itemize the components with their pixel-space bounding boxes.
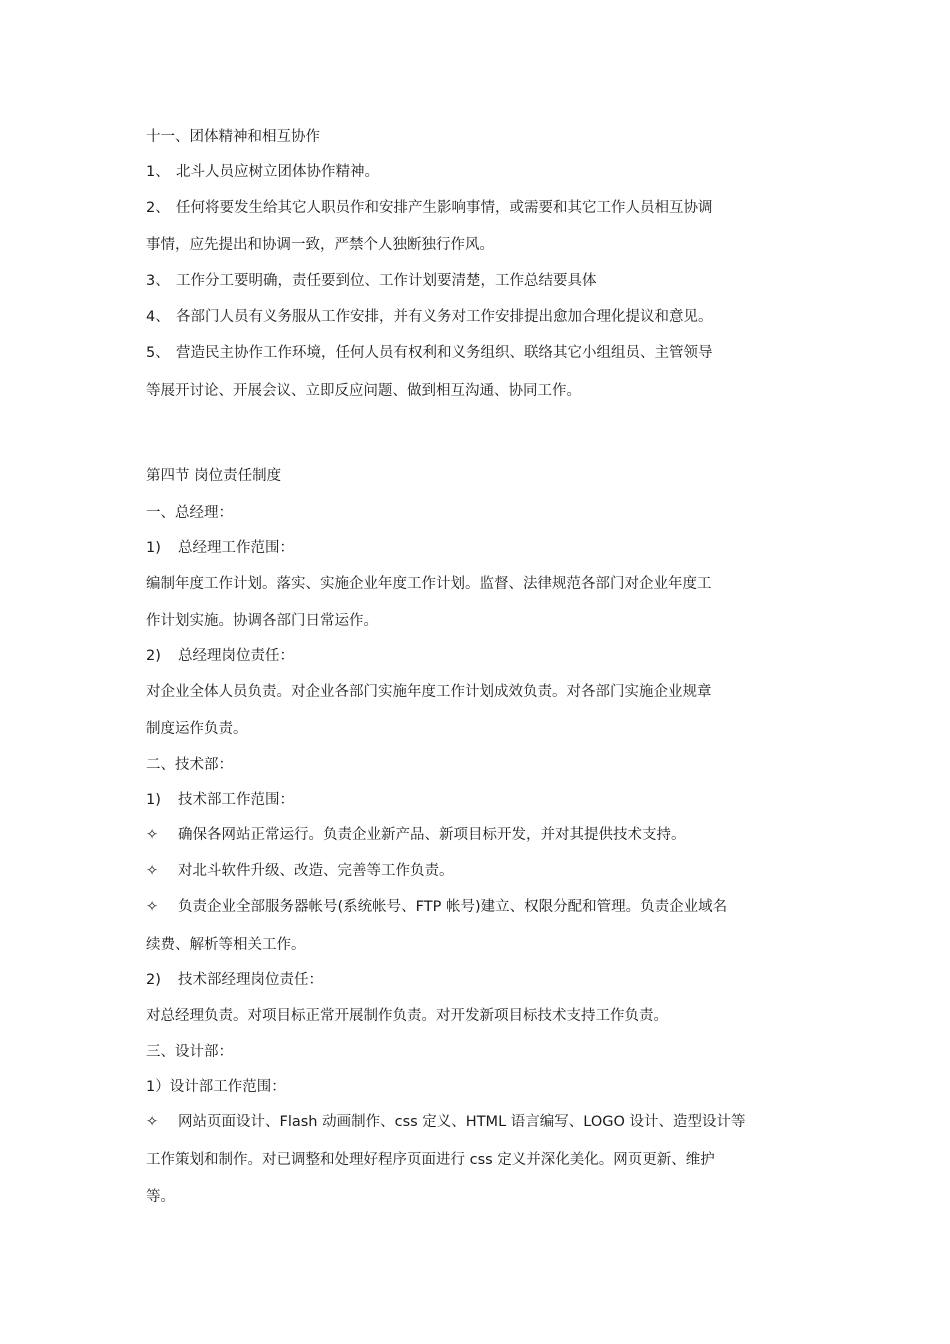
subsection-heading-design: 三、设计部： bbox=[146, 1044, 233, 1060]
item-number: 1、 bbox=[146, 164, 170, 180]
item-continuation: 等。 bbox=[146, 1189, 175, 1205]
item-number: 3、 bbox=[146, 273, 170, 289]
item-continuation: 续费、解析等相关工作。 bbox=[146, 937, 306, 953]
item-text: 总经理岗位责任： bbox=[178, 648, 294, 664]
numbered-label bbox=[146, 970, 814, 990]
subsection-heading-gm: 一、总经理： bbox=[146, 505, 233, 521]
numbered-label bbox=[146, 790, 814, 810]
paragraph-line: 制度运作负责。 bbox=[146, 721, 248, 737]
item-text: 任何将要发生给其它人职员作和安排产生影响事情，或需要和其它工作人员相互协调 bbox=[176, 200, 713, 216]
item-text: 技术部经理岗位责任： bbox=[178, 972, 323, 988]
bullet-item bbox=[146, 825, 814, 845]
item-text: 确保各网站正常运行。负责企业新产品、新项目标开发，并对其提供技术支持。 bbox=[178, 827, 686, 843]
paragraph-line: 对企业全体人员负责。对企业各部门实施年度工作计划成效负责。对各部门实施企业规章 bbox=[146, 684, 712, 700]
item-number: 1) bbox=[146, 540, 161, 556]
list-item bbox=[146, 271, 814, 291]
diamond-bullet-icon: ✧ bbox=[146, 863, 159, 879]
numbered-label bbox=[146, 646, 814, 666]
item-continuation: 工作策划和制作。对已调整和处理好程序页面进行 css 定义并深化美化。网页更新、维护 bbox=[146, 1152, 715, 1168]
numbered-label bbox=[146, 538, 814, 558]
item-number: 5、 bbox=[146, 345, 170, 361]
item-continuation: 等展开讨论、开展会议、立即反应问题、做到相互沟通、协同工作。 bbox=[146, 383, 581, 399]
item-number: 1) bbox=[146, 792, 161, 808]
bullet-item bbox=[146, 861, 814, 881]
paragraph-line: 对总经理负责。对项目标正常开展制作负责。对开发新项目标技术支持工作负责。 bbox=[146, 1008, 668, 1024]
item-text: 总经理工作范围： bbox=[178, 540, 294, 556]
section-heading: 十一、团体精神和相互协作 bbox=[146, 129, 320, 145]
list-item bbox=[146, 343, 814, 363]
list-item bbox=[146, 307, 814, 327]
item-number: 2) bbox=[146, 972, 161, 988]
numbered-label: 1）设计部工作范围： bbox=[146, 1079, 286, 1095]
diamond-bullet-icon: ✧ bbox=[146, 899, 159, 915]
subsection-heading-tech: 二、技术部： bbox=[146, 757, 233, 773]
item-continuation: 事情，应先提出和协调一致，严禁个人独断独行作风。 bbox=[146, 237, 494, 253]
diamond-bullet-icon: ✧ bbox=[146, 1114, 159, 1130]
item-text: 各部门人员有义务服从工作安排，并有义务对工作安排提出愈加合理化提议和意见。 bbox=[176, 309, 713, 325]
list-item bbox=[146, 162, 814, 182]
diamond-bullet-icon: ✧ bbox=[146, 827, 159, 843]
item-number: 4、 bbox=[146, 309, 170, 325]
item-text: 对北斗软件升级、改造、完善等工作负责。 bbox=[178, 863, 454, 879]
item-text: 工作分工要明确，责任要到位、工作计划要清楚，工作总结要具体 bbox=[176, 273, 597, 289]
paragraph-line: 编制年度工作计划。落实、实施企业年度工作计划。监督、法律规范各部门对企业年度工 bbox=[146, 576, 712, 592]
bullet-item bbox=[146, 897, 814, 917]
list-item bbox=[146, 198, 814, 218]
item-number: 2、 bbox=[146, 200, 170, 216]
section-title: 第四节 岗位责任制度 bbox=[146, 468, 282, 484]
item-text: 北斗人员应树立团体协作精神。 bbox=[176, 164, 379, 180]
item-text: 负责企业全部服务器帐号(系统帐号、FTP 帐号)建立、权限分配和管理。负责企业域名 bbox=[178, 899, 728, 915]
item-text: 技术部工作范围： bbox=[178, 792, 294, 808]
item-number: 2) bbox=[146, 648, 161, 664]
item-text: 营造民主协作工作环境，任何人员有权利和义务组织、联络其它小组组员、主管领导 bbox=[176, 345, 713, 361]
bullet-item bbox=[146, 1112, 814, 1132]
paragraph-line: 作计划实施。协调各部门日常运作。 bbox=[146, 613, 378, 629]
item-text: 网站页面设计、Flash 动画制作、css 定义、HTML 语言编写、LOGO 设计、造型设计等 bbox=[178, 1114, 746, 1130]
